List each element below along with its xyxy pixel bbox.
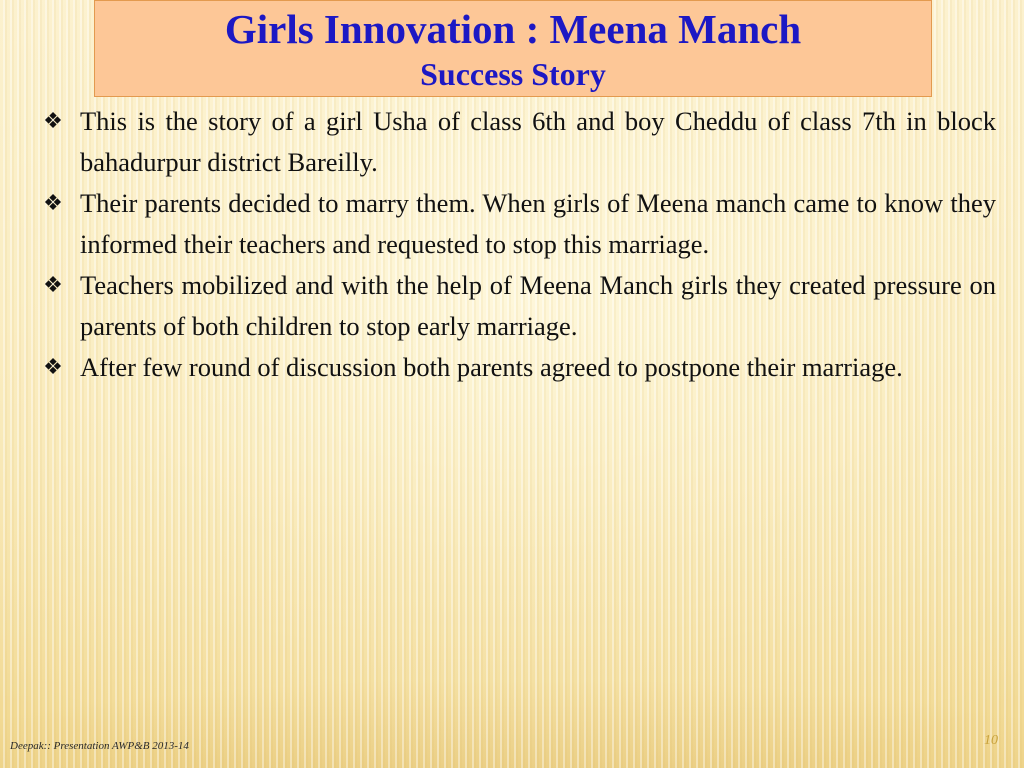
bullet-text: This is the story of a girl Usha of class 6th and boy Cheddu of class 7th in block bahadurpur district Bareilly. (80, 106, 996, 177)
bullet-list (38, 101, 996, 388)
bullet-item (38, 183, 996, 265)
title-box (94, 0, 932, 97)
footer-text: Deepak:: Presentation AWP&B 2013-14 (10, 740, 189, 752)
four-diamond-bullet-icon: ❖ (43, 273, 63, 298)
page-number: 10 (984, 733, 998, 748)
four-diamond-bullet-icon: ❖ (43, 109, 63, 134)
four-diamond-bullet-icon: ❖ (43, 355, 63, 380)
bullet-text: Teachers mobilized and with the help of Meena Manch girls they created pressure on parents of both children to stop early marriage. (80, 270, 996, 341)
bullet-item (38, 265, 996, 347)
four-diamond-bullet-icon: ❖ (43, 191, 63, 216)
bullet-item (38, 101, 996, 183)
bullet-text: After few round of discussion both parents agreed to postpone their marriage. (80, 352, 903, 382)
slide-title: Girls Innovation : Meena Manch (224, 6, 802, 52)
bullet-text: Their parents decided to marry them. When girls of Meena manch came to know they informed their teachers and requested to stop this marriage. (80, 188, 996, 259)
bullet-item (38, 347, 996, 388)
slide-subtitle: Success Story (420, 56, 606, 92)
